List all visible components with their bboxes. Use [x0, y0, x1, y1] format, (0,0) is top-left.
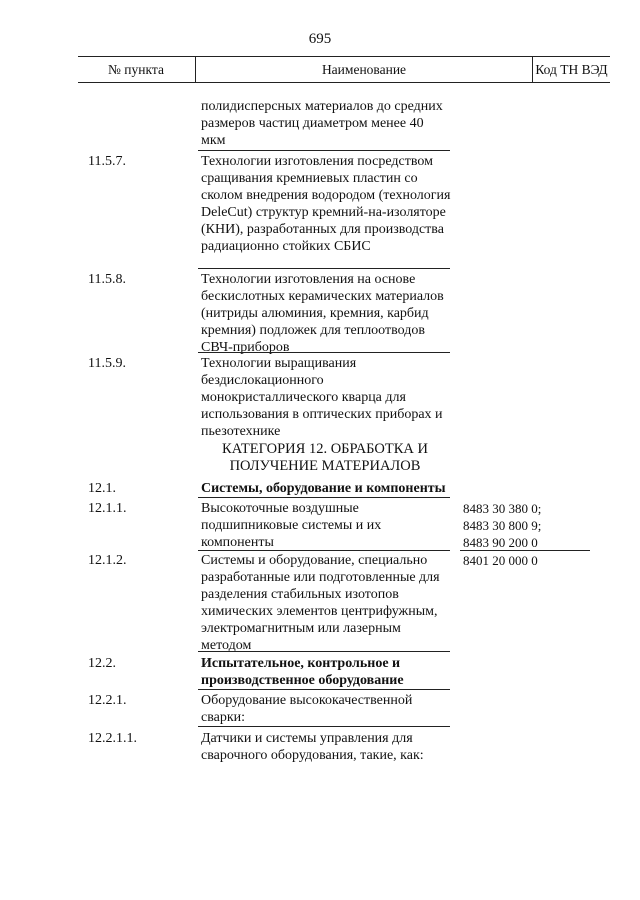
table-header: [78, 56, 610, 83]
item-number: 11.5.9.: [88, 356, 126, 371]
code-value: 8483 30 380 0;: [463, 501, 542, 516]
item-name: полидисперсных материалов до средних размеров частиц диаметром менее 40 мкм: [201, 99, 443, 148]
row-divider: [460, 550, 590, 551]
row-divider: [198, 726, 450, 727]
item-name: Технологии изготовления посредством сращивания кремниевых пластин со сколом внедрения водородом (технология DeleCut) структур кремний-на-изоляторе (КНИ), разработанных для производства радиационно стойких СБИС: [201, 154, 451, 254]
item-number: 12.1.1.: [88, 501, 127, 516]
code-value: 8401 20 000 0: [463, 553, 538, 568]
row-divider: [198, 689, 450, 690]
code-value: 8483 30 800 9;: [463, 518, 542, 533]
item-number: 12.1.: [88, 481, 116, 496]
category-heading: КАТЕГОРИЯ 12. ОБРАБОТКА И ПОЛУЧЕНИЕ МАТЕРИАЛОВ: [222, 441, 428, 474]
item-name: Высокоточные воздушные подшипниковые системы и их компоненты: [201, 501, 382, 550]
item-name: Технологии выращивания бездислокационного монокристаллического кварца для использования в оптических приборах и пьезотехнике: [201, 356, 443, 439]
section-title: Системы, оборудование и компоненты: [201, 481, 446, 496]
page-number: 695: [308, 31, 332, 47]
section-title: Испытательное, контрольное и производственное оборудование: [201, 656, 404, 688]
header-code: Код ТН ВЭД: [535, 62, 608, 77]
item-name: Датчики и системы управления для сварочного оборудования, такие, как:: [201, 731, 424, 763]
code-value: 8483 90 200 0: [463, 535, 538, 550]
item-number: 11.5.8.: [88, 272, 126, 287]
row-divider: [198, 497, 450, 498]
item-codes: [463, 500, 603, 551]
item-number: 12.2.: [88, 656, 116, 671]
row-divider: [198, 550, 450, 551]
item-number: 11.5.7.: [88, 154, 126, 169]
item-number: 12.2.1.1.: [88, 731, 137, 746]
item-name: Системы и оборудование, специально разработанные или подготовленные для разделения стабильных изотопов химических элементов центрифужным, электромагнитным или лазерным методом: [201, 553, 440, 653]
item-codes: [463, 552, 603, 569]
row-divider: [198, 352, 450, 353]
header-item-number: № пункта: [108, 62, 164, 77]
header-name: Наименование: [195, 57, 533, 82]
row-divider: [198, 268, 450, 269]
item-number: 12.1.2.: [88, 553, 127, 568]
item-name: Технологии изготовления на основе бескислотных керамических материалов (нитриды алюминия, кремния, карбид кремния) подложек для теплоотводов СВЧ-приборов: [201, 272, 444, 355]
item-name: Оборудование высококачественной сварки:: [201, 693, 413, 725]
row-divider: [198, 150, 450, 151]
item-number: 12.2.1.: [88, 693, 127, 708]
row-divider: [198, 651, 450, 652]
